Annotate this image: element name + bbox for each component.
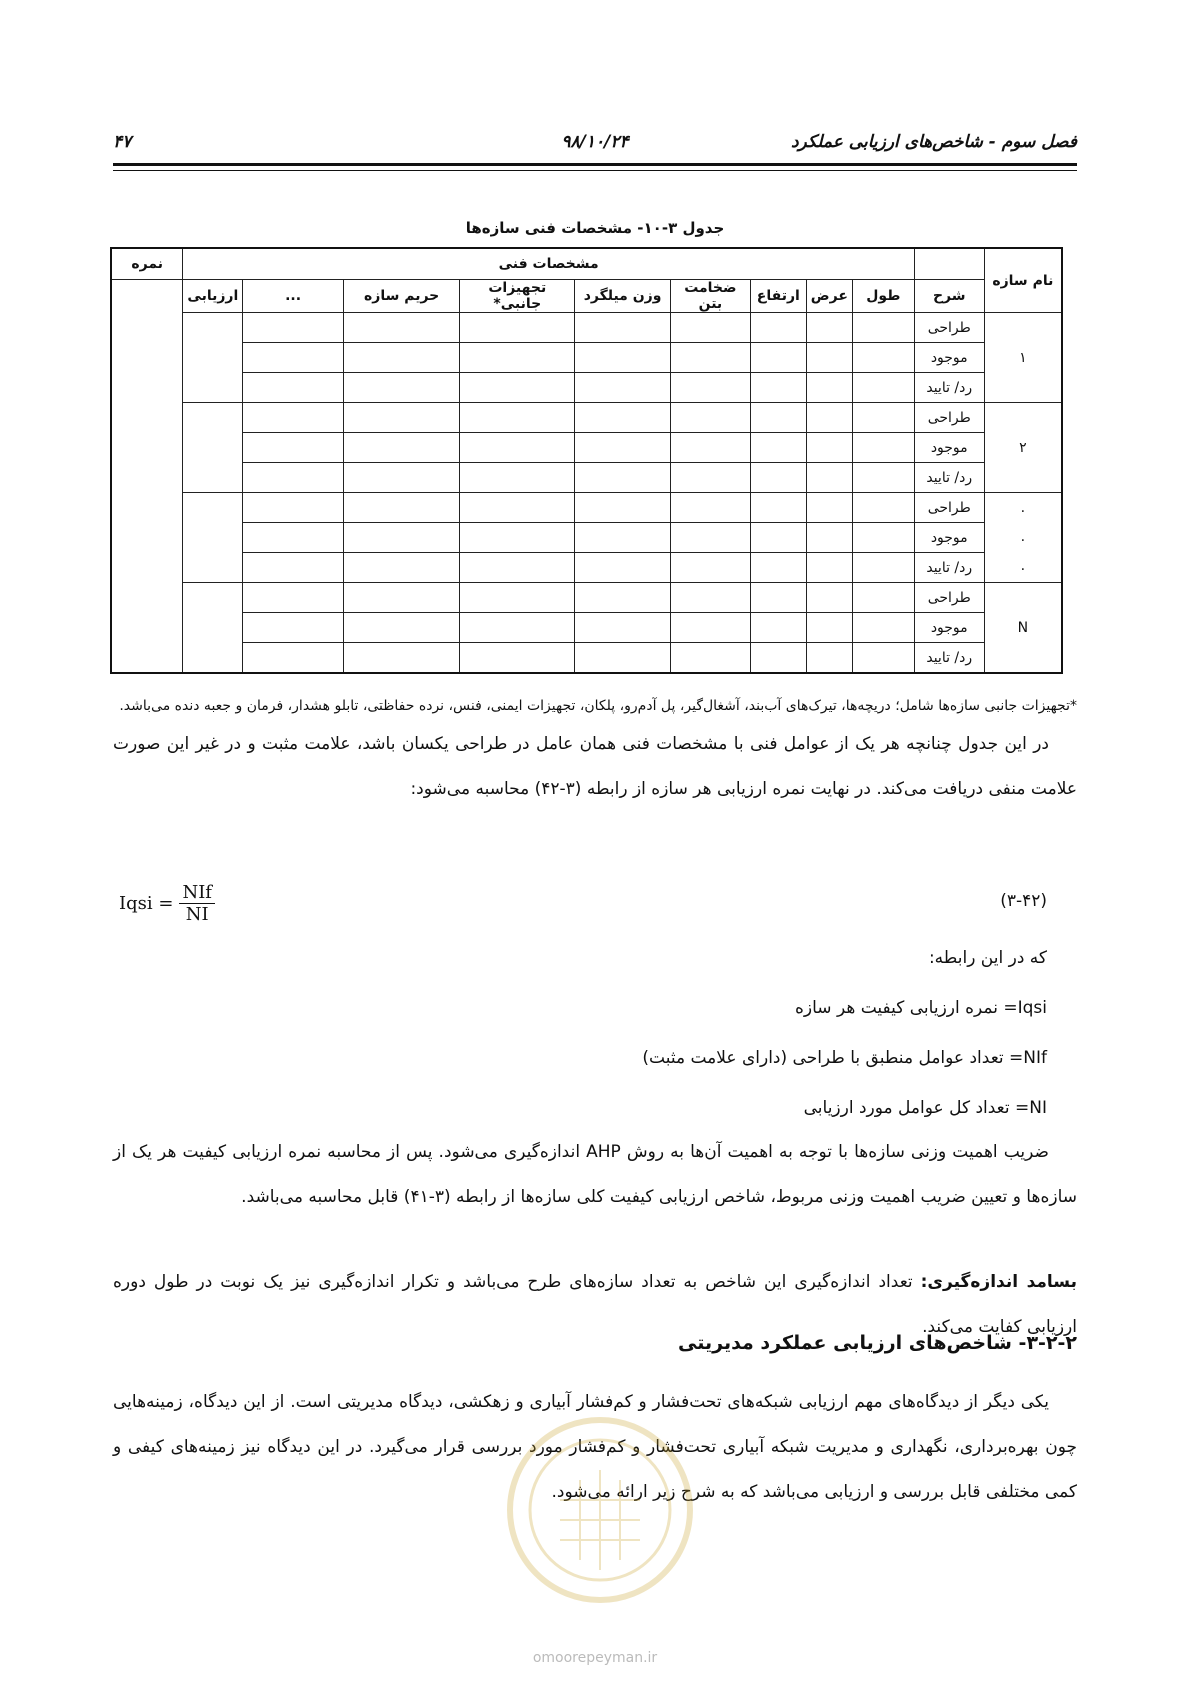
paragraph-3-body: تعداد اندازه‌گیری این شاخص به تعداد سازه‌های طرح می‌باشد و تکرار اندازه‌گیری نیز یک نوبت در طول دوره ارزیابی کفایت می‌کند. <box>113 1272 1077 1337</box>
formula <box>119 875 215 931</box>
subheader-height: ارتفاع <box>750 280 806 313</box>
empty-cell <box>575 643 671 674</box>
structure-name-cell: ۱ <box>984 313 1062 403</box>
empty-cell <box>806 433 852 463</box>
empty-cell <box>670 373 750 403</box>
empty-cell <box>806 373 852 403</box>
paragraph-3-lead: بسامد اندازه‌گیری: <box>920 1272 1077 1292</box>
row-label-cell: رد/ تایید <box>914 463 984 493</box>
empty-cell <box>460 583 575 613</box>
table-row <box>111 583 1062 613</box>
empty-cell <box>750 373 806 403</box>
row-label-cell: موجود <box>914 613 984 643</box>
empty-cell <box>852 493 914 523</box>
empty-cell <box>343 373 460 403</box>
empty-cell <box>750 523 806 553</box>
subheader-rebar-weight: وزن میلگرد <box>575 280 671 313</box>
paragraph-1-text: در این جدول چنانچه هر یک از عوامل فنی با مشخصات فنی همان عامل در طراحی یکسان باشد، علامت مثبت و در غیر این صورت علامت منفی دریافت می‌کند. در نهایت نمره ارزیابی هر سازه از رابطه (۳-۴۲) محاسبه می‌شود: <box>113 734 1077 799</box>
empty-cell <box>750 583 806 613</box>
empty-cell <box>670 613 750 643</box>
empty-cell <box>343 613 460 643</box>
empty-cell <box>575 343 671 373</box>
table-row <box>111 613 1062 643</box>
ellipsis-dot: . <box>1020 558 1026 574</box>
empty-cell <box>575 373 671 403</box>
empty-cell <box>243 583 344 613</box>
table-row <box>111 643 1062 674</box>
empty-cell <box>852 373 914 403</box>
table-row <box>111 553 1062 583</box>
page-number: ۴۷ <box>113 132 132 152</box>
table-row <box>111 313 1062 343</box>
empty-cell <box>243 433 344 463</box>
header-technical-specs: مشخصات فنی <box>183 248 914 280</box>
ellipsis-dot: . <box>1020 500 1026 516</box>
row-label-cell: موجود <box>914 523 984 553</box>
empty-cell <box>243 493 344 523</box>
structure-name-cell: ۲ <box>984 403 1062 493</box>
empty-cell <box>575 463 671 493</box>
empty-cell <box>460 343 575 373</box>
paragraph-4-text: یکی دیگر از دیدگاه‌های مهم ارزیابی شبکه‌های تحت‌فشار و کم‌فشار آبیاری و زهکشی، دیدگاه مدیریتی است. از این دیدگاه، زمینه‌هایی چون بهره‌برداری، نگهداری و مدیریت شبکه آبیاری تحت‌فشار و کم‌فشار مورد بررسی قرار می‌گیرد. در این دیدگاه نیز زمینه‌های کیفی و کمی مختلفی قابل بررسی و ارزیابی می‌باشد که به شرح زیر ارائه می‌شود. <box>113 1392 1077 1502</box>
row-label-cell: موجود <box>914 433 984 463</box>
table-caption: جدول ۳-۱۰- مشخصات فنی سازه‌ها <box>465 219 725 237</box>
empty-cell <box>670 463 750 493</box>
row-label-cell: رد/ تایید <box>914 553 984 583</box>
empty-cell <box>806 553 852 583</box>
empty-cell <box>670 493 750 523</box>
empty-cell <box>343 343 460 373</box>
definition-iqsi: Iqsi= نمره ارزیابی کیفیت هر سازه <box>795 998 1047 1018</box>
empty-cell <box>243 523 344 553</box>
empty-cell <box>852 553 914 583</box>
formula-denominator: NI <box>185 903 209 925</box>
empty-cell <box>670 313 750 343</box>
empty-cell <box>806 613 852 643</box>
empty-cell <box>243 313 344 343</box>
empty-cell <box>460 433 575 463</box>
empty-cell <box>806 493 852 523</box>
page-header <box>113 132 1077 158</box>
table-row <box>111 493 1062 523</box>
empty-cell <box>750 493 806 523</box>
structure-name-cell: N <box>984 583 1062 674</box>
specs-table-body <box>111 313 1062 674</box>
empty-cell <box>806 583 852 613</box>
empty-cell <box>852 313 914 343</box>
empty-cell <box>806 523 852 553</box>
empty-cell <box>670 403 750 433</box>
table-row <box>111 433 1062 463</box>
score-cell <box>183 583 243 674</box>
empty-cell <box>243 553 344 583</box>
empty-cell <box>243 343 344 373</box>
empty-cell <box>343 523 460 553</box>
empty-cell <box>460 403 575 433</box>
formula-fraction <box>179 882 215 925</box>
empty-cell <box>460 493 575 523</box>
specs-table <box>110 247 1063 674</box>
row-label-cell: طراحی <box>914 313 984 343</box>
empty-cell <box>460 643 575 674</box>
empty-cell <box>806 463 852 493</box>
definitions <box>113 933 1077 1133</box>
formula-numerator: NIf <box>179 882 215 904</box>
definition-nif: NIf= تعداد عوامل منطبق با طراحی (دارای علامت مثبت) <box>642 1048 1047 1068</box>
empty-cell <box>750 553 806 583</box>
empty-cell <box>343 313 460 343</box>
table-row <box>111 343 1062 373</box>
empty-cell <box>670 433 750 463</box>
chapter-title: فصل سوم - شاخص‌های ارزیابی عملکرد <box>790 132 1077 152</box>
empty-cell <box>575 523 671 553</box>
row-label-cell: طراحی <box>914 583 984 613</box>
row-label-cell: موجود <box>914 343 984 373</box>
empty-cell <box>460 313 575 343</box>
empty-cell <box>750 643 806 674</box>
section-heading: ۳-۲-۲- شاخص‌های ارزیابی عملکرد مدیریتی <box>678 1332 1077 1354</box>
definitions-intro: که در این رابطه: <box>928 948 1047 968</box>
empty-cell <box>343 643 460 674</box>
row-label-cell: رد/ تایید <box>914 643 984 674</box>
score-cell <box>183 313 243 403</box>
row-label-cell: طراحی <box>914 403 984 433</box>
empty-cell <box>670 553 750 583</box>
empty-cell <box>575 433 671 463</box>
empty-cell <box>750 313 806 343</box>
empty-cell <box>852 463 914 493</box>
subheader-description: شرح <box>914 280 984 313</box>
ellipsis-dot: . <box>1020 529 1026 545</box>
header-structure-name: نام سازه <box>984 248 1062 313</box>
empty-cell <box>750 613 806 643</box>
row-label-cell: رد/ تایید <box>914 373 984 403</box>
empty-cell <box>460 373 575 403</box>
subheader-structure-buffer: حریم سازه <box>343 280 460 313</box>
empty-cell <box>243 643 344 674</box>
header-score-2: ارزیابی <box>183 280 243 313</box>
empty-cell <box>852 583 914 613</box>
table-row <box>111 463 1062 493</box>
empty-cell <box>670 583 750 613</box>
row-label-cell: طراحی <box>914 493 984 523</box>
paragraph-1 <box>113 722 1077 812</box>
formula-block <box>113 875 1077 935</box>
empty-cell <box>750 403 806 433</box>
empty-cell <box>806 343 852 373</box>
empty-cell <box>750 463 806 493</box>
empty-cell <box>750 433 806 463</box>
empty-cell <box>852 523 914 553</box>
empty-cell <box>750 343 806 373</box>
empty-cell <box>806 643 852 674</box>
empty-cell <box>575 553 671 583</box>
empty-cell <box>343 403 460 433</box>
paragraph-2 <box>113 1130 1077 1220</box>
empty-cell <box>806 313 852 343</box>
empty-cell <box>575 493 671 523</box>
empty-cell <box>670 343 750 373</box>
empty-cell <box>575 583 671 613</box>
empty-cell <box>343 583 460 613</box>
table-row <box>111 523 1062 553</box>
empty-cell <box>460 523 575 553</box>
formula-lhs: Iqsi = <box>119 892 174 914</box>
empty-cell <box>460 613 575 643</box>
score-cell <box>183 493 243 583</box>
table-row <box>111 373 1062 403</box>
header-rule-thin <box>113 170 1077 171</box>
empty-cell <box>852 643 914 674</box>
table-footnote: *تجهیزات جانبی سازه‌ها شامل؛ دریچه‌ها، تیرک‌های آب‌بند، آشغال‌گیر، پل آدم‌رو، پلکان، تجهیزات ایمنی، فنس، نرده حفاظتی، تابلو هشدار، فرمان و جعبه دنده می‌باشد. <box>119 698 1077 714</box>
empty-cell <box>575 403 671 433</box>
header-rule-thick <box>113 163 1077 166</box>
watermark-seal-icon <box>500 1410 700 1610</box>
subheader-length: طول <box>852 280 914 313</box>
header-date: ۹۸/۱۰/۲۴ <box>561 132 629 152</box>
definition-ni: NI= تعداد کل عوامل مورد ارزیابی <box>803 1098 1047 1118</box>
empty-cell <box>460 463 575 493</box>
empty-cell <box>575 613 671 643</box>
formula-number: (۳-۴۲) <box>1000 891 1047 911</box>
empty-cell <box>243 373 344 403</box>
empty-cell <box>852 433 914 463</box>
empty-cell <box>343 433 460 463</box>
watermark-site: omoorepeyman.ir <box>532 1650 658 1666</box>
empty-cell <box>243 403 344 433</box>
score-cell <box>183 403 243 493</box>
empty-cell <box>670 643 750 674</box>
paragraph-2-text: ضریب اهمیت وزنی سازه‌ها با توجه به اهمیت آن‌ها به روش AHP اندازه‌گیری می‌شود. پس از محاسبه نمره ارزیابی کیفیت هر یک از سازه‌ها و تعیین ضریب اهمیت وزنی مربوط، شاخص ارزیابی کیفیت کلی سازه‌ها از رابطه (۳-۴۱) قابل محاسبه می‌باشد. <box>113 1142 1077 1207</box>
subheader-width: عرض <box>806 280 852 313</box>
subheader-concrete-thickness: ضخامت بتن <box>670 280 750 313</box>
empty-cell <box>243 463 344 493</box>
empty-cell <box>852 613 914 643</box>
empty-cell <box>343 463 460 493</box>
header-score-1: نمره <box>111 248 183 280</box>
empty-cell <box>575 313 671 343</box>
empty-cell <box>343 493 460 523</box>
empty-cell <box>806 403 852 433</box>
subheader-auxiliary-equipment: تجهیزات جانبی* <box>460 280 575 313</box>
empty-cell <box>852 343 914 373</box>
empty-cell <box>852 403 914 433</box>
table-row <box>111 403 1062 433</box>
empty-cell <box>343 553 460 583</box>
subheader-ellipsis: ... <box>243 280 344 313</box>
empty-cell <box>670 523 750 553</box>
empty-cell <box>460 553 575 583</box>
structure-name-cell <box>984 493 1062 583</box>
empty-cell <box>243 613 344 643</box>
